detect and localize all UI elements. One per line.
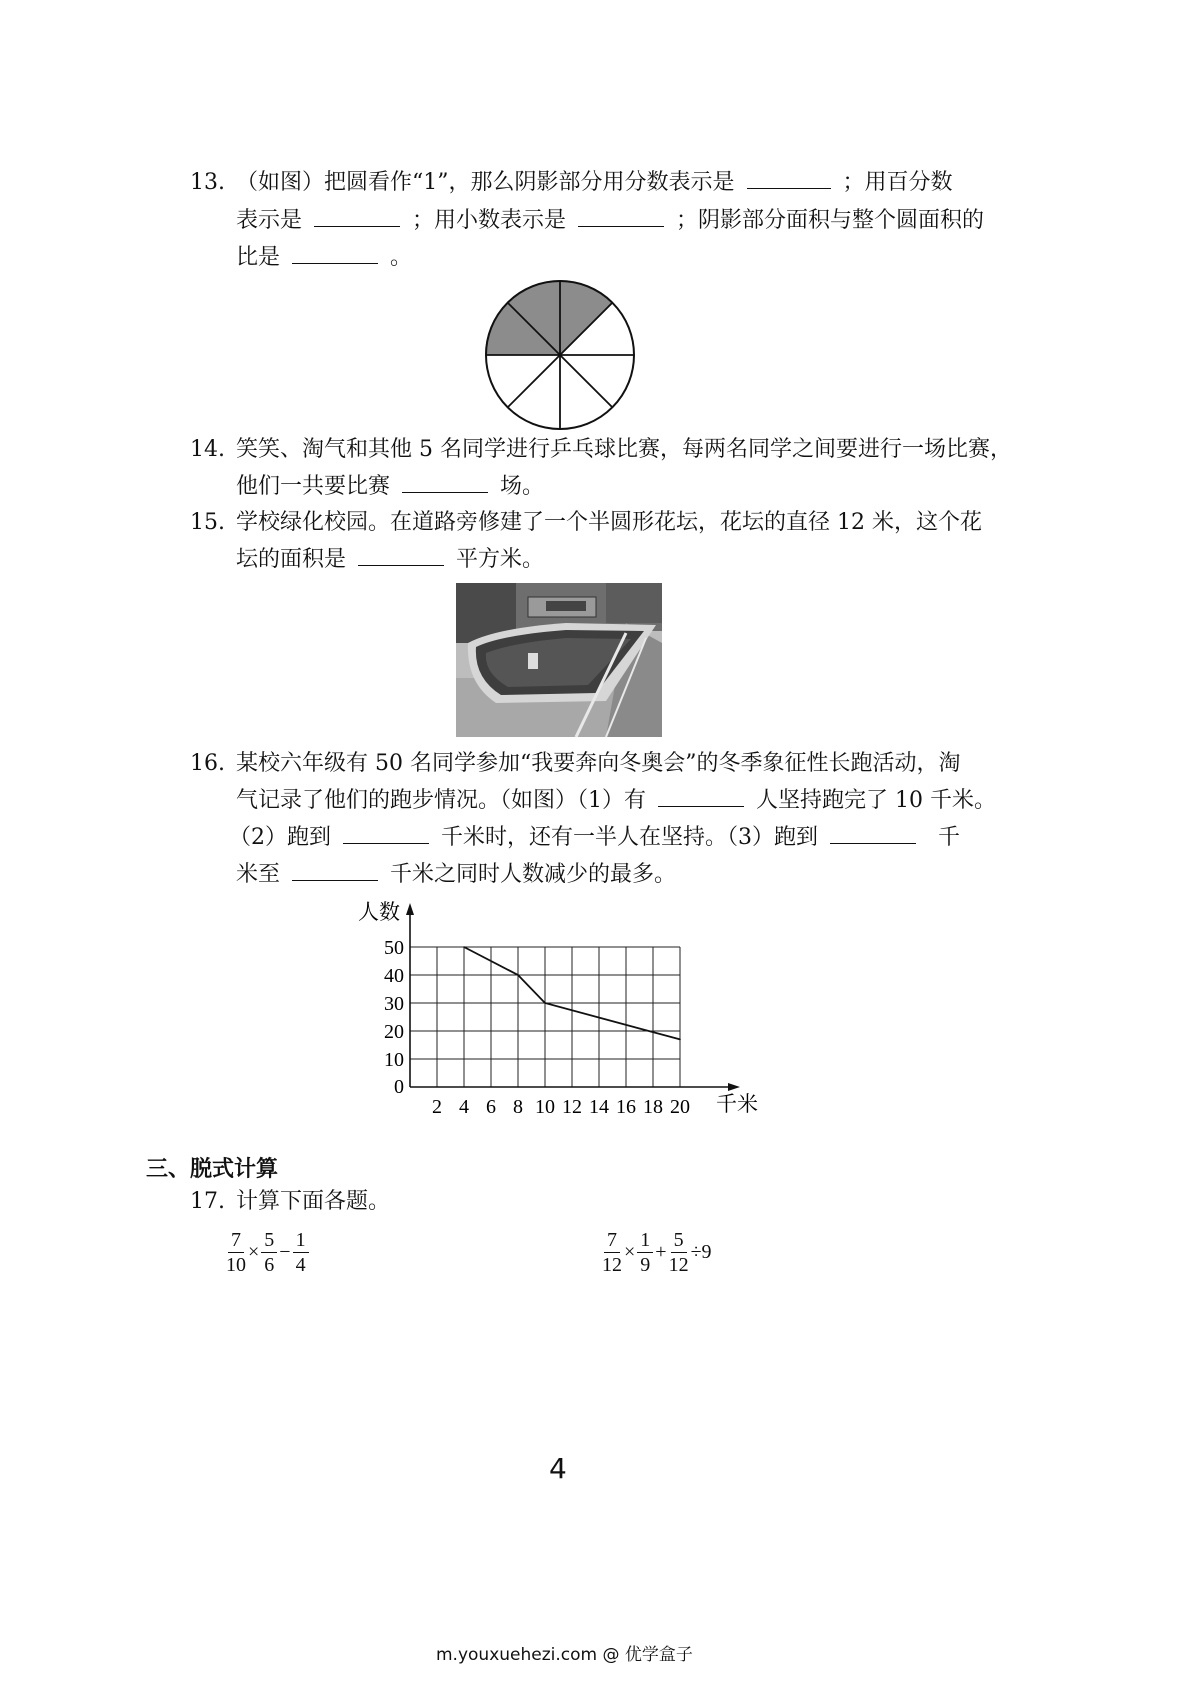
data-point-8 [517,974,519,976]
q16-line1 [190,749,960,779]
y-axis-arrow [406,903,414,915]
x-tick-2: 2 [432,1096,442,1118]
q15-text-2b: 平方米。 [456,547,545,572]
q15-text-1: 学校绿化校园。在道路旁修建了一个半圆形花坛，花坛的直径 12 米，这个花 [236,510,982,535]
q15-text-2a: 坛的面积是 [236,547,347,572]
y-tick-20: 20 [384,1021,404,1043]
q14-answer-blank[interactable] [402,472,488,493]
footer-text: m.youxuehezi.com @ 优学盒子 [436,1645,693,1665]
flower-bed-photo [456,583,662,737]
y-tick-50: 50 [384,937,404,959]
data-point-20 [679,1039,681,1041]
expr2-op-2: + [655,1241,667,1263]
x-tick-20: 20 [670,1096,690,1118]
q16-line3 [229,823,960,853]
q16-text-4a: 米至 [236,862,281,887]
q14-text-1: 笑笑、淘气和其他 5 名同学进行乒乓球比赛，每两名同学之间要进行一场比赛， [236,437,1012,462]
q15-line2 [236,545,544,575]
data-point-4 [463,946,465,948]
q16-blank-3[interactable] [830,823,916,844]
expression-2 [602,1228,714,1277]
expr1-fraction-1: $\frac{7}{10}$ [226,1229,246,1276]
expr2-op-1: × [624,1241,636,1263]
chart-axes [406,903,740,1091]
data-point-10 [544,1002,546,1004]
q15-number: 15. [190,510,225,535]
q13-text-2b: ；用小数表示是 [412,208,567,233]
q16-line2 [236,786,996,816]
q17-line [190,1187,390,1217]
q13-number: 13. [190,170,225,195]
shaded-sector-eighth [560,280,613,355]
x-tick-12: 12 [562,1096,582,1118]
q16-text-1: 某校六年级有 50 名同学参加“我要奔向冬奥会”的冬季象征性长跑活动，淘 [236,751,961,776]
expr1-fraction-3: $\frac{1}{4}$ [293,1228,309,1277]
q16-text-3c: 千 [938,825,961,850]
q13-line3 [236,243,412,273]
q16-blank-2[interactable] [343,823,429,844]
x-tick-18: 18 [643,1096,663,1118]
q14-text-2b: 场。 [500,474,545,499]
q14-text-2a: 他们一共要比赛 [236,474,391,499]
q13-line2 [236,206,984,236]
q14-line2 [236,472,544,502]
expr1-op-1: × [248,1241,260,1263]
q13-fraction-blank[interactable] [747,168,831,189]
y-tick-40: 40 [384,965,404,987]
x-tick-8: 8 [513,1096,523,1118]
q13-text-2c: ；阴影部分面积与整个圆面积的 [676,208,985,233]
q13-text-3b: 。 [390,245,413,270]
section-3-title: 三、脱式计算 [146,1157,279,1182]
x-tick-10: 10 [535,1096,555,1118]
expression-1 [226,1228,309,1277]
x-axis-arrow [728,1083,740,1091]
x-tick-4: 4 [459,1096,469,1118]
q16-blank-4[interactable] [292,860,378,881]
y-tick-30: 30 [384,993,404,1015]
q15-line1 [190,508,982,538]
x-tick-14: 14 [589,1096,609,1118]
q16-text-4b: 千米之同时人数减少的最多。 [390,862,677,887]
circle-dividers [486,281,634,429]
q16-blank-1[interactable] [658,786,744,807]
q13-text-1a: （如图）把圆看作“1”，那么阴影部分用分数表示是 [236,170,735,195]
x-axis-label: 千米 [716,1092,758,1116]
q13-ratio-blank[interactable] [292,243,378,264]
y-tick-10: 10 [384,1049,404,1071]
q13-text-3a: 比是 [236,245,281,270]
expr2-fraction-3: $\frac{5}{12}$ [668,1229,689,1276]
q14-number: 14. [190,437,225,462]
chart-grid [410,947,680,1087]
q13-percent-blank[interactable] [314,206,400,227]
q13-text-2a: 表示是 [236,208,303,233]
expr1-op-2: − [279,1241,291,1263]
running-line-chart [340,895,780,1125]
q16-line4 [236,860,676,890]
q16-text-3a: （2）跑到 [229,825,331,850]
q13-line1 [190,168,953,198]
expr2-op-3: ÷9 [690,1241,712,1263]
q13-circle-figure [485,280,635,430]
q13-text-1b: ；用百分数 [842,170,953,195]
q16-text-2a: 气记录了他们的跑步情况。（如图）（1）有 [236,788,646,813]
q16-text-2b: 人坚持跑完了 10 千米。 [756,788,996,813]
q15-answer-blank[interactable] [358,545,444,566]
origin-label: 0 [394,1076,404,1098]
x-tick-16: 16 [616,1096,636,1118]
y-axis-label: 人数 [358,900,400,924]
q14-line1 [190,435,1012,465]
page-number: 4 [549,1452,567,1485]
q17-number: 17. [190,1189,225,1214]
q16-text-3b: 千米时，还有一半人在坚持。（3）跑到 [441,825,818,850]
q17-text: 计算下面各题。 [236,1189,391,1214]
expr1-fraction-2: $\frac{5}{6}$ [261,1228,277,1277]
chart-tick-labels [384,937,690,1118]
x-tick-6: 6 [486,1096,496,1118]
expr2-fraction-1: $\frac{7}{12}$ [602,1229,622,1276]
q13-decimal-blank[interactable] [578,206,664,227]
q16-number: 16. [190,751,225,776]
expr2-fraction-2: $\frac{1}{9}$ [637,1228,653,1277]
